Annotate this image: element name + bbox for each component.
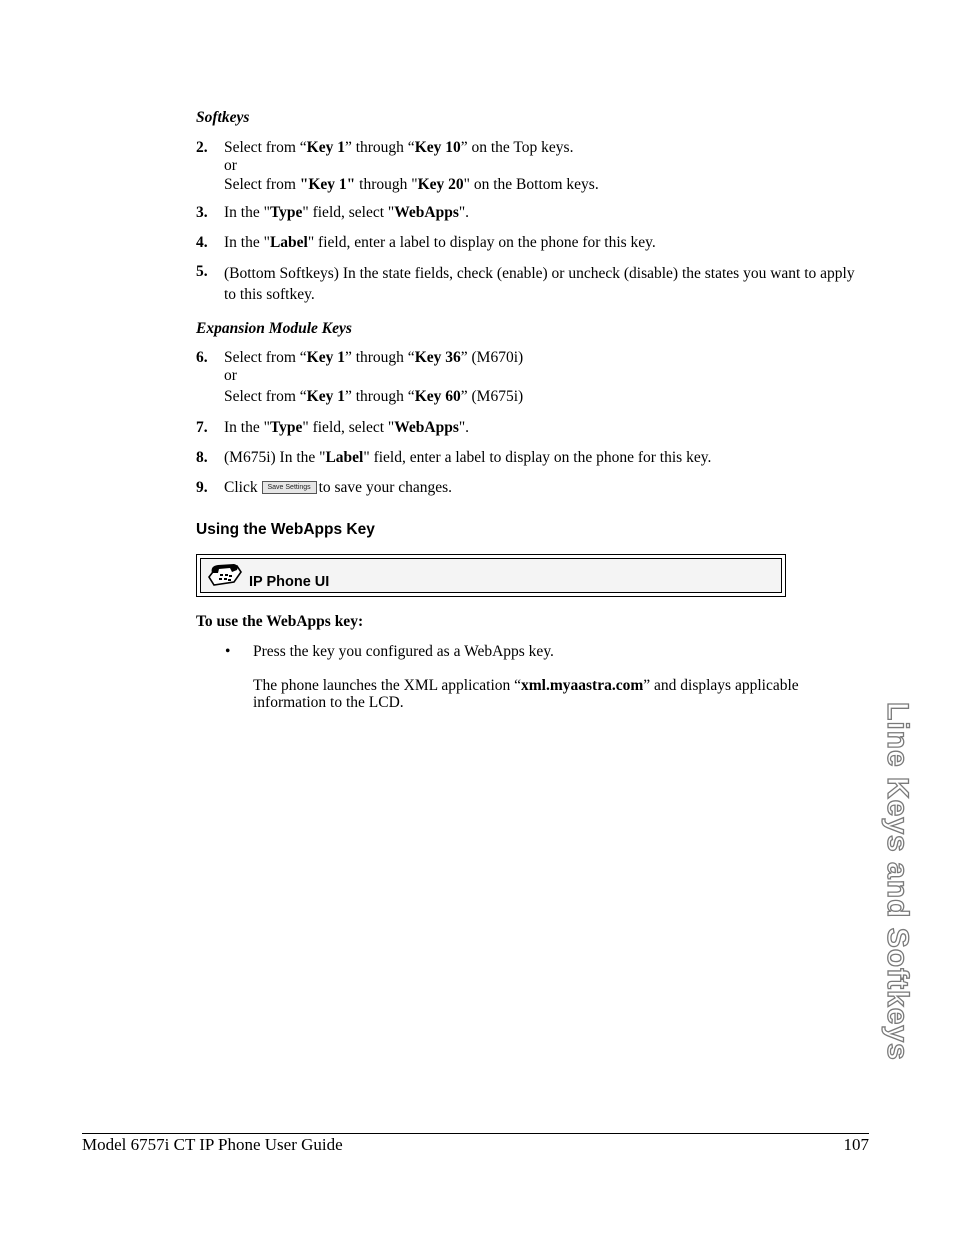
section-heading-expansion: Expansion Module Keys <box>196 320 352 337</box>
step-6-text: Select from “Key 1” through “Key 36” (M670i) or Select from “Key 1” through “Key 60” (M675i) <box>224 349 524 405</box>
footer-rule <box>82 1133 869 1134</box>
step-7-text: In the "Type" field, select "WebApps". <box>224 419 470 436</box>
bullet-text: Press the key you configured as a WebApps key. <box>253 643 554 660</box>
step-number: 8. <box>196 449 208 466</box>
step-number: 6. <box>196 349 208 366</box>
bullet-symbol: • <box>225 643 231 660</box>
step-number: 5. <box>196 263 208 280</box>
result-paragraph: The phone launches the XML application “xml.myaastra.com” and displays applicable information to the LCD. <box>253 677 799 711</box>
step-number: 3. <box>196 204 208 221</box>
step-number: 2. <box>196 139 208 156</box>
chapter-side-title: Line Keys and Softkeys <box>881 702 914 1061</box>
save-settings-button[interactable]: Save Settings <box>262 481 317 494</box>
page-number: 107 <box>843 1135 869 1154</box>
step-9-text: Click Save Settings to save your changes. <box>224 479 453 496</box>
step-3-text: In the "Type" field, select "WebApps". <box>224 204 470 221</box>
step-number: 9. <box>196 479 208 496</box>
step-2-text: Select from “Key 1” through “Key 10” on the Top keys. or Select from "Key 1" through "Key 20" on the Bottom keys. <box>224 139 599 193</box>
ip-phone-ui-label: IP Phone UI <box>249 574 330 590</box>
procedure-heading: To use the WebApps key: <box>196 613 364 630</box>
phone-icon <box>206 563 242 589</box>
section-heading-using-webapps: Using the WebApps Key <box>196 521 375 538</box>
step-5-text: (Bottom Softkeys) In the state fields, check (enable) or uncheck (disable) the states you want to apply to this softkey. <box>224 265 855 303</box>
step-4-text: In the "Label" field, enter a label to display on the phone for this key. <box>224 234 656 251</box>
step-number: 4. <box>196 234 208 251</box>
step-8-text: (M675i) In the "Label" field, enter a label to display on the phone for this key. <box>224 449 712 466</box>
step-number: 7. <box>196 419 208 436</box>
section-heading-softkeys: Softkeys <box>196 109 250 126</box>
footer-document-title: Model 6757i CT IP Phone User Guide <box>82 1135 343 1154</box>
ip-phone-ui-callout <box>196 554 786 597</box>
